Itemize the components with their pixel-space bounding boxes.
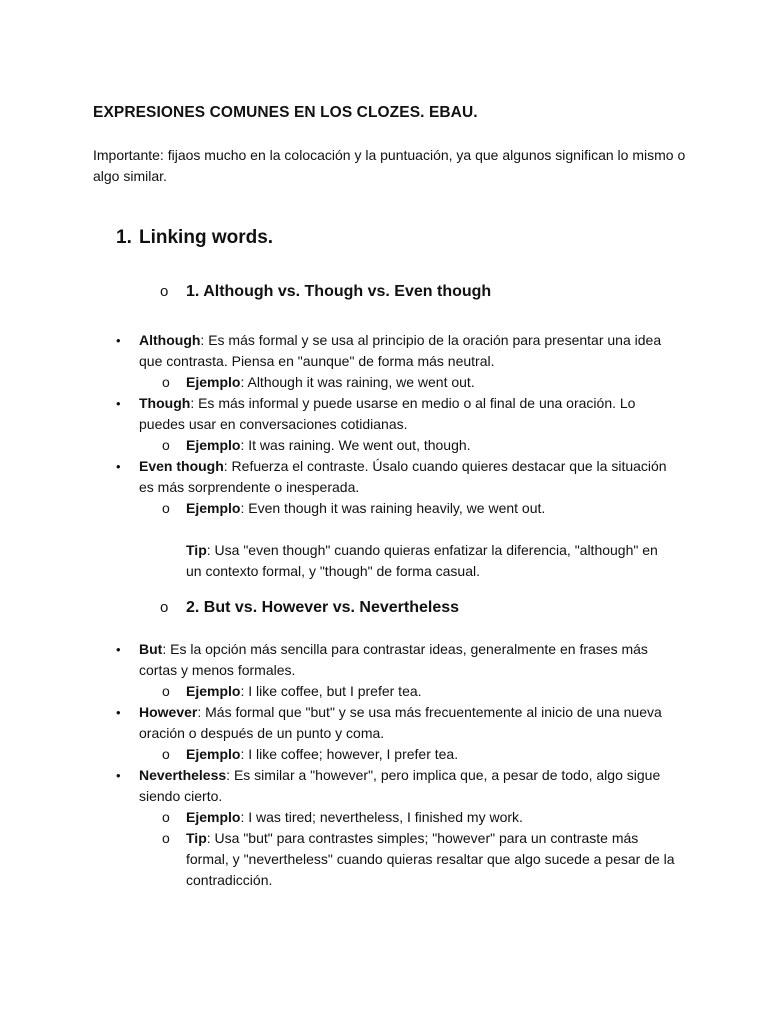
definition: : Refuerza el contraste. Úsalo cuando quieres destacar que la situación es más sorprendente o inesperada.	[139, 458, 667, 495]
example-label: Ejemplo	[186, 683, 241, 699]
subsection-heading-although	[160, 283, 491, 301]
bullet: •	[116, 768, 121, 783]
example-text: : I was tired; nevertheless, I finished my work.	[240, 809, 523, 825]
subsection-marker: o	[160, 283, 169, 300]
bullet: •	[116, 705, 121, 720]
subsection-marker: o	[160, 599, 169, 616]
bullet: •	[116, 459, 121, 474]
example-text: : It was raining. We went out, though.	[240, 437, 471, 453]
sub-marker: o	[162, 683, 170, 699]
list-item-though	[116, 393, 676, 435]
intro-paragraph: Importante: fijaos mucho en la colocación y la puntuación, ya que algunos significan lo mismo o algo similar.	[93, 147, 686, 184]
list-item-although	[116, 330, 676, 372]
definition: : Es más informal y puede usarse en medio o al final de una oración. Lo puedes usar en conversaciones cotidianas.	[139, 395, 636, 432]
term: Though	[139, 395, 191, 411]
list-item-even-though	[116, 456, 676, 498]
example-label: Ejemplo	[186, 437, 241, 453]
tip-nevertheless	[116, 828, 676, 891]
list-item-nevertheless	[116, 765, 676, 807]
sub-marker: o	[162, 374, 170, 390]
sub-marker: o	[162, 809, 170, 825]
list-item-but	[116, 639, 676, 681]
sub-marker: o	[162, 437, 170, 453]
tip-paragraph-1	[116, 540, 676, 582]
example-text: : I like coffee, but I prefer tea.	[240, 683, 422, 699]
bullet: •	[116, 396, 121, 411]
term: Although	[139, 332, 201, 348]
tip-text: : Usa "but" para contrastes simples; "however" para un contraste más formal, y "nevertheless" cuando quieras resaltar que algo sucede a pesar de la contradicción.	[186, 830, 675, 888]
subsection-title: 2. But vs. However vs. Nevertheless	[186, 599, 460, 616]
example-label: Ejemplo	[186, 500, 241, 516]
example-text: : Although it was raining, we went out.	[240, 374, 475, 390]
document-title: EXPRESIONES COMUNES EN LOS CLOZES. EBAU.	[93, 104, 478, 121]
subsection-title: 1. Although vs. Though vs. Even though	[186, 283, 492, 300]
term: Nevertheless	[139, 767, 227, 783]
subsection-heading-but	[160, 599, 459, 617]
example-text: : Even though it was raining heavily, we went out.	[240, 500, 546, 516]
sub-marker: o	[162, 830, 170, 846]
section-title: Linking words.	[139, 227, 274, 248]
tip-label: Tip	[186, 830, 207, 846]
subsection-1-list	[116, 330, 676, 582]
definition: : Es similar a "however", pero implica que, a pesar de todo, algo sigue siendo cierto.	[139, 767, 661, 804]
tip-label: Tip	[186, 542, 207, 558]
sub-marker: o	[162, 500, 170, 516]
section-heading-linking-words	[116, 227, 273, 249]
sub-marker: o	[162, 746, 170, 762]
example-even-though	[116, 498, 676, 519]
definition: : Más formal que "but" y se usa más frecuentemente al inicio de una nueva oración o después de un punto y coma.	[139, 704, 662, 741]
bullet: •	[116, 333, 121, 348]
term: But	[139, 641, 163, 657]
example-but	[116, 681, 676, 702]
list-item-however	[116, 702, 676, 744]
subsection-2-list	[116, 639, 676, 891]
example-though	[116, 435, 676, 456]
term: Even though	[139, 458, 224, 474]
term: However	[139, 704, 198, 720]
definition: : Es más formal y se usa al principio de la oración para presentar una idea que contrasta. Piensa en "aunque" de forma más neutral.	[139, 332, 662, 369]
example-however	[116, 744, 676, 765]
example-label: Ejemplo	[186, 809, 241, 825]
example-nevertheless	[116, 807, 676, 828]
section-number: 1.	[116, 227, 132, 248]
tip-text: : Usa "even though" cuando quieras enfatizar la diferencia, "although" en un contexto formal, y "though" de forma casual.	[186, 542, 658, 579]
example-text: : I like coffee; however, I prefer tea.	[240, 746, 459, 762]
example-label: Ejemplo	[186, 746, 241, 762]
bullet: •	[116, 642, 121, 657]
definition: : Es la opción más sencilla para contrastar ideas, generalmente en frases más cortas y menos formales.	[139, 641, 648, 678]
example-although	[116, 372, 676, 393]
example-label: Ejemplo	[186, 374, 241, 390]
